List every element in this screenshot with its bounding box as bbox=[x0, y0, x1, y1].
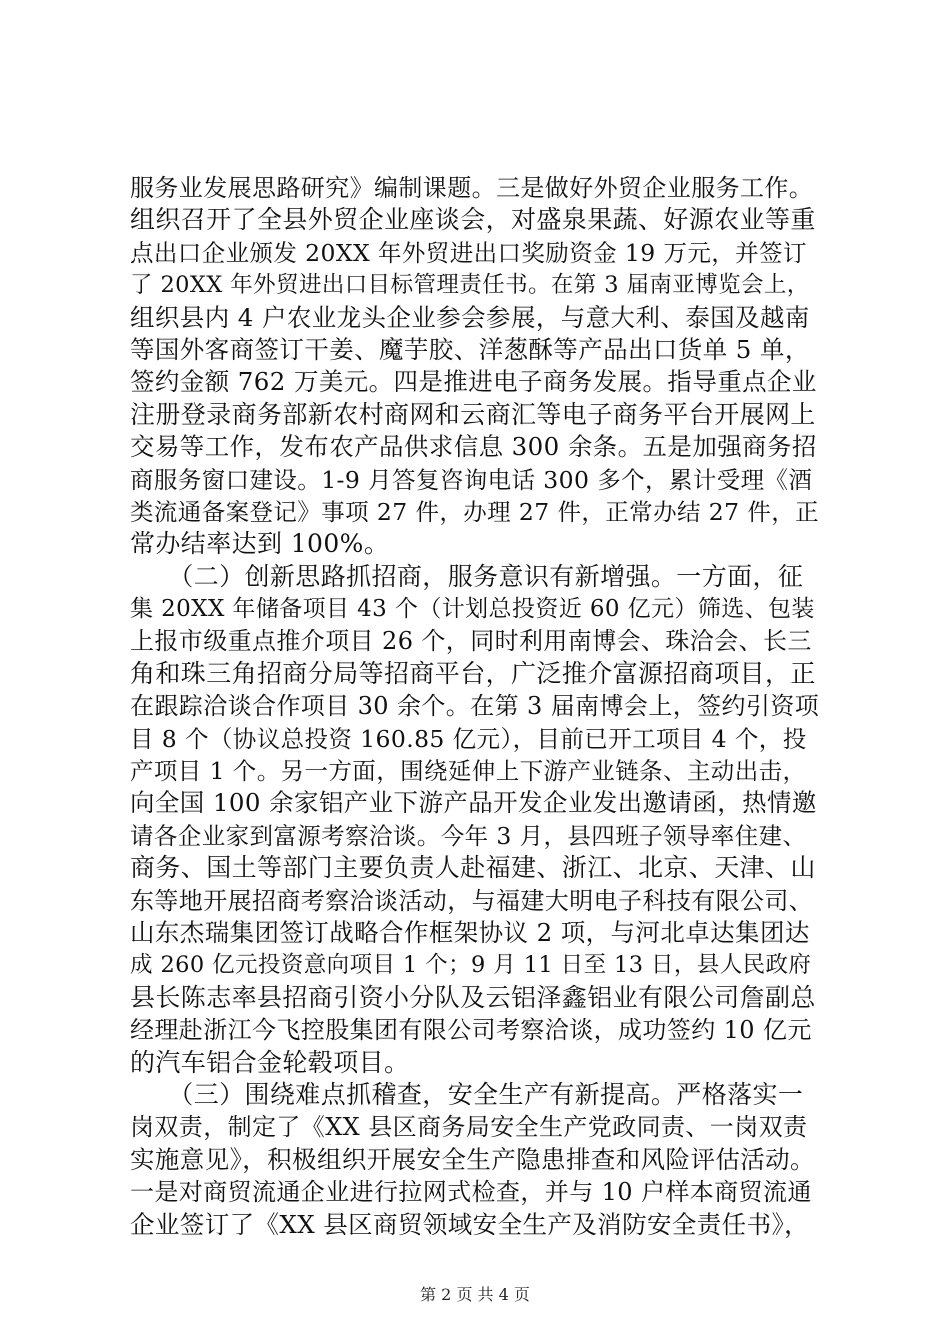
text-line: 组织召开了全县外贸企业座谈会，对盛泉果蔬、好源农业等重 bbox=[130, 205, 816, 235]
text-line: 在跟踪洽谈合作项目 30 余个。在第 3 届南博会上，签约引资项 bbox=[130, 692, 820, 721]
text-line: 上报市级重点推介项目 26 个，同时利用南博会、珠洽会、长三 bbox=[130, 627, 812, 656]
text-line: 类流通备案登记》事项 27 件，办理 27 件，正常办结 27 件，正 bbox=[130, 497, 820, 526]
text-line: 成 260 亿元投资意向项目 1 个；9 月 11 日至 13 日，县人民政府 bbox=[130, 952, 812, 979]
text-line: 常办结率达到 100%。 bbox=[130, 529, 390, 559]
text-line: 集 20XX 年储备项目 43 个（计划总投资近 60 亿元）筛选、包装 bbox=[130, 596, 815, 623]
text-line: 山东杰瑞集团签订战略合作框架协议 2 项，与河北卓达集团达 bbox=[130, 917, 810, 947]
text-line: （三）围绕难点抓稽查，安全生产有新提高。严格落实一 bbox=[130, 1079, 804, 1109]
page-number-footer: 第 2 页 共 4 页 bbox=[420, 1285, 530, 1304]
text-line: 等国外客商签订干姜、魔芋胶、洋葱酥等产品出口货单 5 单， bbox=[130, 334, 810, 364]
text-line: 请各企业家到富源考察洽谈。今年 3 月，县四班子领导率住建、 bbox=[130, 821, 807, 850]
document-body bbox=[130, 172, 820, 1241]
text-line: 了 20XX 年外贸进出口目标管理责任书。在第 3 届南亚博览会上， bbox=[130, 272, 810, 299]
text-line: 注册登录商务部新农村商网和云商汇等电子商务平台开展网上 bbox=[130, 399, 816, 429]
text-line: 县长陈志率县招商引资小分队及云铝泽鑫铝业有限公司詹副总 bbox=[130, 982, 816, 1012]
text-line: 商服务窗口建设。1-9 月答复咨询电话 300 多个，累计受理《酒 bbox=[130, 465, 813, 494]
text-line: 服务业发展思路研究》编制课题。三是做好外贸企业服务工作。 bbox=[130, 174, 814, 202]
text-line: 目 8 个（协议总投资 160.85 亿元），目前已开工项目 4 个，投 bbox=[130, 724, 807, 753]
text-line: 经理赴浙江今飞控股集团有限公司考察洽谈，成功签约 10 亿元 bbox=[130, 1016, 812, 1045]
text-line: 一是对商贸流通企业进行拉网式检查，并与 10 户样本商贸流通 bbox=[130, 1178, 812, 1207]
text-line: 的汽车铝合金轮毂项目。 bbox=[130, 1047, 410, 1077]
text-line: 商务、国土等部门主要负责人赴福建、浙江、北京、天津、山 bbox=[130, 853, 816, 883]
text-line: 组织县内 4 户农业龙头企业参会参展，与意大利、泰国及越南 bbox=[130, 302, 810, 332]
text-line: （二）创新思路抓招商，服务意识有新增强。一方面，征 bbox=[130, 561, 804, 591]
text-line: 产项目 1 个。另一方面，围绕延伸上下游产业链条、主动出击， bbox=[130, 757, 807, 786]
text-line: 交易等工作，发布农产品供求信息 300 余条。五是加强商务招 bbox=[130, 432, 817, 462]
text-line: 点出口企业颁发 20XX 年外贸进出口奖励资金 19 万元，并签订 bbox=[130, 238, 807, 267]
text-line: 岗双责，制定了《XX 县区商务局安全生产党政同责、一岗双责 bbox=[130, 1113, 808, 1142]
text-line: 实施意见》，积极组织开展安全生产隐患排查和风险评估活动。 bbox=[130, 1144, 815, 1174]
text-line: 角和珠三角招商分局等招商平台，广泛推介富源招商项目，正 bbox=[130, 658, 816, 688]
text-line: 东等地开展招商考察洽谈活动，与福建大明电子科技有限公司、 bbox=[130, 886, 814, 915]
text-line: 企业签订了《XX 县区商贸领域安全生产及消防安全责任书》， bbox=[130, 1209, 810, 1239]
text-line: 向全国 100 余家铝产业下游产品开发企业发出邀请函，热情邀 bbox=[130, 788, 817, 818]
text-line: 签约金额 762 万美元。四是推进电子商务发展。指导重点企业 bbox=[130, 367, 817, 397]
